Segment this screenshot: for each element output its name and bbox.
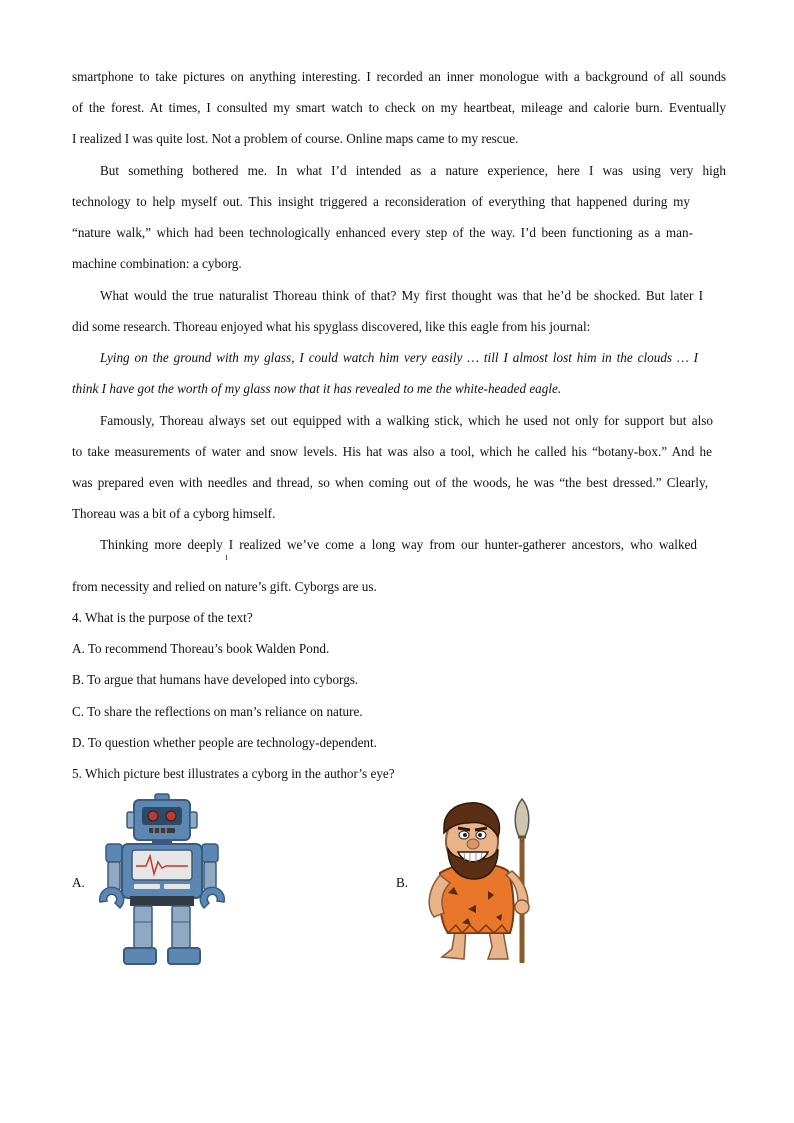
option-b: B. To argue that humans have developed into cyborgs. — [72, 672, 359, 687]
option-a: A. To recommend Thoreau’s book Walden Pond. — [72, 641, 330, 656]
passage-line: Thinking more deeply I realized we’ve come a long way from our hunter-gatherer ancestors, who walked — [100, 537, 697, 552]
passage-line: technology to help myself out. This insight triggered a reconsideration of everything that happened during my — [72, 194, 690, 209]
passage-line: Famously, Thoreau always set out equipped with a walking stick, which he used not only for support but also — [100, 413, 713, 428]
caveman-image — [418, 797, 546, 967]
journal-quote-line: think I have got the worth of my glass now that it has revealed to me the white-headed eagle. — [72, 381, 562, 396]
passage-line: “nature walk,” which had been technologically enhanced every step of the way. I’d been functioning as a man- — [72, 225, 693, 240]
picture-option-b-label: B. — [396, 875, 409, 890]
passage-line: But something bothered me. In what I’d intended as a nature experience, here I was using very high — [100, 163, 726, 178]
robot-image — [94, 792, 230, 970]
option-d: D. To question whether people are technology-dependent. — [72, 735, 377, 750]
passage-line: from necessity and relied on nature’s gift. Cyborgs are us. — [72, 579, 377, 594]
passage-line: Thoreau was a bit of a cyborg himself. — [72, 506, 276, 521]
passage-line: I realized I was quite lost. Not a problem of course. Online maps came to my rescue. — [72, 131, 519, 146]
option-c: C. To share the reflections on man’s reliance on nature. — [72, 704, 363, 719]
passage-line: smartphone to take pictures on anything interesting. I recorded an inner monologue with a background of all sounds — [72, 69, 726, 84]
question-stem: 5. Which picture best illustrates a cyborg in the author’s eye? — [72, 766, 395, 781]
passage-line: was prepared even with needles and thread, so when coming out of the woods, he was “the best dressed.” Clearly, — [72, 475, 708, 490]
passage-line: What would the true naturalist Thoreau think of that? My first thought was that he’d be shocked. But later I — [100, 288, 703, 303]
passage-line: of the forest. At times, I consulted my smart watch to check on my heartbeat, mileage and calorie burn. Eventually — [72, 100, 726, 115]
passage-line: to take measurements of water and snow levels. His hat was also a tool, which he called his “botany-box.” And he — [72, 444, 712, 459]
picture-option-a-label: A. — [72, 875, 85, 890]
journal-quote-line: Lying on the ground with my glass, I could watch him very easily … till I almost lost him in the clouds … I — [100, 350, 698, 365]
passage-line: did some research. Thoreau enjoyed what his spyglass discovered, like this eagle from his journal: — [72, 319, 591, 334]
stray-mark — [226, 555, 227, 560]
passage-line: machine combination: a cyborg. — [72, 256, 242, 271]
question-stem: 4. What is the purpose of the text? — [72, 610, 253, 625]
